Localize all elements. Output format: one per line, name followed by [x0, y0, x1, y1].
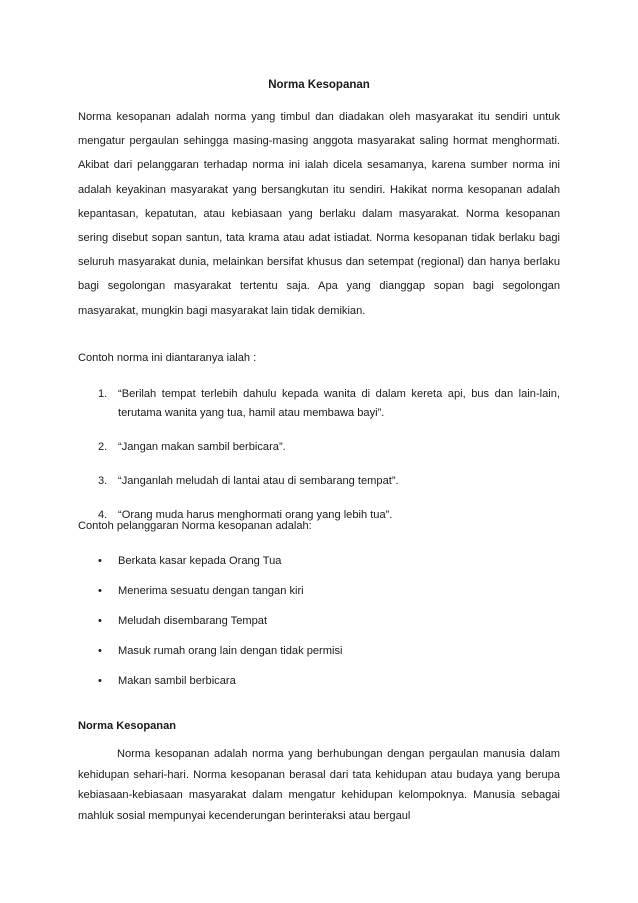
list-item: [78, 642, 560, 672]
list-item: [78, 612, 560, 642]
bullet-icon: •: [98, 555, 102, 567]
list-item-text: Berkata kasar kepada Orang Tua: [118, 555, 282, 567]
examples-list: [78, 385, 560, 540]
violations-list: [78, 552, 560, 702]
list-number: 3.: [98, 475, 108, 487]
list-number: 1.: [98, 388, 108, 400]
list-item: [78, 385, 560, 423]
examples-intro: Contoh norma ini diantaranya ialah :: [78, 352, 257, 364]
list-item-text: Masuk rumah orang lain dengan tidak permisi: [118, 645, 343, 657]
bullet-icon: •: [98, 645, 102, 657]
list-item-text: “Berilah tempat terlebih dahulu kepada wanita di dalam kereta api, bus dan lain-lain, terutama wanita yang tua, hamil atau membawa bayi”.: [118, 388, 560, 419]
section-paragraph: Norma kesopanan adalah norma yang berhubungan dengan pergaulan manusia dalam kehidupan sehari-hari. Norma kesopanan berasal dari tata kehidupan atau budaya yang berupa kebiasaan-kebiasaan masyarakat dalam mengatur kehidupan kelompoknya. Manusia sebagai mahluk sosial mempunyai kecenderungan berinteraksi atau bergaul: [78, 748, 560, 822]
list-item: [78, 438, 560, 457]
section-heading: Norma Kesopanan: [78, 720, 177, 732]
list-item: [78, 582, 560, 612]
list-item-text: Menerima sesuatu dengan tangan kiri: [118, 585, 304, 597]
list-item: [78, 552, 560, 582]
intro-paragraph: Norma kesopanan adalah norma yang timbul dan diadakan oleh masyarakat itu sendiri untuk mengatur pergaulan sehingga masing-masing anggota masyarakat saling hormat menghormati. Akibat dari pelanggaran terhadap norma ini ialah dicela sesamanya, karena sumber norma ini adalah keyakinan masyarakat yang bersangkutan itu sendiri. Hakikat norma kesopanan adalah kepantasan, kepatutan, atau kebiasaan yang berlaku dalam masyarakat. Norma kesopanan sering disebut sopan santun, tata krama atau adat istiadat. Norma kesopanan tidak berlaku bagi seluruh masyarakat dunia, melainkan bersifat khusus dan setempat (regional) dan hanya berlaku bagi segolongan masyarakat tertentu saja. Apa yang dianggap sopan bagi segolongan masyarakat, mungkin bagi masyarakat lain tidak demikian.: [78, 111, 560, 317]
list-item-text: Meludah disembarang Tempat: [118, 615, 268, 627]
list-item-text: Makan sambil berbicara: [118, 675, 236, 687]
bullet-icon: •: [98, 585, 102, 597]
list-item-text: “Janganlah meludah di lantai atau di sembarang tempat”.: [118, 475, 399, 487]
bullet-icon: •: [98, 675, 102, 687]
list-item-text: “Orang muda harus menghormati orang yang lebih tua”.: [118, 509, 393, 521]
page-title: Norma Kesopanan: [268, 79, 370, 91]
list-item: [78, 672, 560, 702]
list-number: 2.: [98, 441, 108, 453]
bullet-icon: •: [98, 615, 102, 627]
list-number: 4.: [98, 509, 108, 521]
list-item: [78, 472, 560, 491]
violations-intro: Contoh pelanggaran Norma kesopanan adalah:: [78, 520, 312, 532]
list-item-text: “Jangan makan sambil berbicara”.: [118, 441, 286, 453]
